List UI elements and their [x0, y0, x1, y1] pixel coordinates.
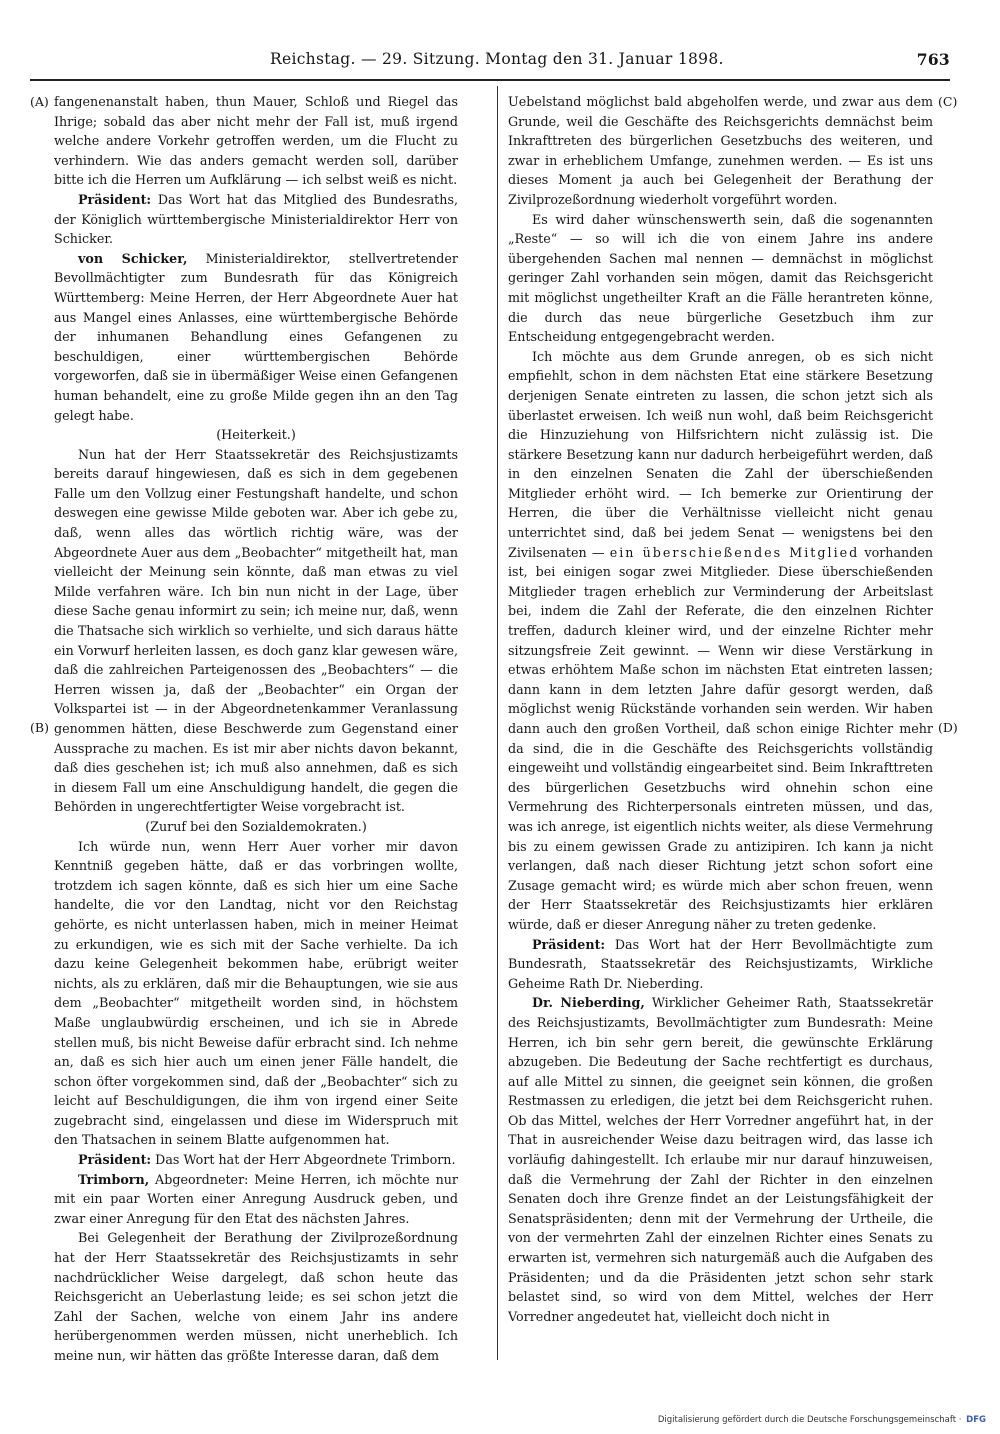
paragraph: Ich würde nun, wenn Herr Auer vorher mir davon Kenntniß gegeben hätte, daß er das vorbringen wollte, trotzdem ich sagen könnte, daß es sich hier um eine Sache handelte, die vor den Landtag, nicht vor den Reichstag gehörte, es nicht unterlassen haben, mich in meiner Heimat zu erkundigen, wie es sich mit der Sache verhielte. Da ich dazu keine Gelegenheit bekommen habe, erübrigt weiter nichts, als zu erklären, daß mir die Behauptungen, wie sie aus dem „Beobachter“ mitgetheilt worden sind, in höchstem Maße unglaubwürdig erscheinen, und ich sie in Abrede stellen muß, bis nicht Beweise dafür erbracht sind. Ich nehme an, daß es sich hier auch um einen jener Fälle handelt, die schon öfter vorgekommen sind, daß der „Beobachter“ sich zu leicht auf Beschuldigungen, die ihm von irgend einer Seite zugebracht sind, eingelassen und diese im Widerspruch mit den Thatsachen in seinem Blatte aufgenommen hat.: [54, 838, 458, 1148]
paragraph-text: vorhanden ist, bei einigen sogar zwei Mitglieder. Diese überschießenden Mitglieder tragen erheblich zur Verminderung der Arbeitslast bei, indem die Zahl der Referate, die den einzelnen Richter treffen, dadurch kleiner wird, und der einzelne Richter mehr sitzungsfreie Zeit gewinnt. — Wenn wir diese Verstärkung in etwas erhöhtem Maße schon im nächsten Etat eintreten lassen; dann kann in dem letzten Jahre dafür gesorgt werden, daß möglichst wenig Rückstände vorhanden sein werden. Wir haben dann auch den großen Vortheil, daß schon einige Richter mehr da sind, die in die Geschäfte des Reichsgerichts vollständig eingeweiht und vollständig eingearbeitet sind. Beim Inkrafttreten des bürgerlichen Gesetzbuchs wird ohnehin schon eine Vermehrung des Richterpersonals eintreten müssen, und das, was ich anrege, ist eigentlich nichts weiter, als diese Vermehrung bis zu einem gewissen Grade zu antizipiren. Ich kann ja nicht verlangen, daß nach dieser Richtung jetzt schon sofort eine Zusage gemacht wird; es würde mich aber schon freuen, wenn der Herr Staatssekretär des Reichsjustizamts hier erklären würde, daß er dieser Anregung näher zu treten gedenke.: [508, 544, 933, 932]
speaker-name: Präsident:: [78, 191, 152, 207]
paragraph: [508, 347, 933, 935]
speaker-name: Dr. Nieberding,: [532, 995, 645, 1011]
margin-marker-d: (D): [938, 720, 958, 735]
speaker-name: Präsident:: [78, 1152, 152, 1168]
speaker-name: Trimborn,: [78, 1171, 150, 1187]
speech-text: Wirklicher Geheimer Rath, Staatssekretär des Reichsjustizamts, Bevollmächtigter zum Bundesrath: Meine Herren, ich bin sehr gern bereit, die gewünschte Erklärung abzugeben. Die Bedeutung der Sache rechtfertigt es durchaus, auf alle Mittel zu sinnen, die geeignet sein können, die großen Restmassen zu erledigen, die jetzt bei dem Reichsgericht ruhen. Ob das Mittel, welches der Herr Vorredner angeführt hat, in der That in ausreichender Weise dazu beitragen wird, das lasse ich vorläufig dahingestellt. Ich erlaube mir nur darauf hinzuweisen, daß die Vermehrung der Zahl der Richter in den einzelnen Senaten doch ihre Grenze findet an der Leistungsfähigkeit der Senatspräsidenten; denn mit der Vermehrung der Urtheile, die von der vermehrten Zahl der einzelnen Richter eines Senats zu erwarten ist, vermehren sich naturgemäß auch die Aufgaben des Präsidenten; und da die Präsidenten jetzt schon sehr stark belastet sind, so wird von dem Mittel, welches der Herr Vorredner angedeutet hat, vielleicht doch nicht in: [508, 995, 933, 1324]
interjection: (Heiterkeit.): [216, 427, 296, 443]
speech-paragraph: [508, 993, 933, 1326]
speech-text: Das Wort hat der Herr Bevollmächtigte zum Bundesrath, Staatssekretär des Reichsjustizamts, Wirkliche Geheime Rath Dr. Nieberding.: [508, 936, 933, 991]
paragraph: Uebelstand möglichst bald abgeholfen werde, und zwar aus dem Grunde, weil die Geschäfte des Reichsgerichts demnächst beim Inkrafttreten des bürgerlichen Gesetzbuchs des weiteren, und zwar in erheblichem Umfange, zunehmen werden. — Es ist uns dieses Moment ja auch bei Gelegenheit der Berathung der Zivilprozeßordnung wiederholt vorgeführt worden.: [508, 94, 933, 207]
running-header: [30, 48, 950, 74]
column-divider: [497, 86, 498, 1360]
spaced-emphasis: ein überschießendes Mitglied: [609, 544, 860, 560]
speech-paragraph: [54, 1150, 458, 1170]
page-number: 763: [916, 50, 950, 69]
speech-paragraph: [54, 1170, 458, 1229]
paragraph: Es wird daher wünschenswerth sein, daß die sogenannten „Reste“ — so will ich die von einem Jahre ins andere übergehenden Sachen mal nennen — demnächst in möglichst geringer Zahl vorhanden sein mögen, damit das Reichsgericht mit möglichst ungetheilter Kraft an die Fälle herantreten könne, die durch das neue bürgerliche Gesetzbuch ihm zur Entscheidung entgegengebracht werden.: [508, 211, 933, 345]
margin-marker-c: (C): [938, 94, 958, 109]
margin-marker-a: (A): [30, 94, 49, 109]
dfg-logo-icon: DFG: [966, 1415, 986, 1425]
speech-paragraph: [54, 249, 458, 425]
speaker-name: von Schicker,: [78, 250, 188, 266]
header-rule: [30, 79, 950, 81]
footer-text: Digitalisierung gefördert durch die Deutsche Forschungsgemeinschaft ·: [657, 1415, 962, 1425]
digitization-credit: [658, 1415, 986, 1425]
speech-paragraph: [54, 190, 458, 249]
right-column: [508, 92, 933, 1362]
margin-marker-b: (B): [30, 720, 49, 735]
paragraph: Bei Gelegenheit der Berathung der Zivilprozeßordnung hat der Herr Staatssekretär des Reichsjustizamts in sehr nachdrücklicher Weise dargelegt, daß schon heute das Reichsgericht an Ueberlastung leide; es sei schon jetzt die Zahl der Sachen, welche von einem Jahr ins andere herübergenommen werden müssen, nicht unerheblich. Ich meine nun, wir hätten das größte Interesse daran, daß dem: [54, 1230, 458, 1362]
paragraph-text: Ich möchte aus dem Grunde anregen, ob es sich nicht empfiehlt, schon in dem nächsten Etat eine stärkere Besetzung derjenigen Senate eintreten zu lassen, die schon jetzt sich als überlastet erweisen. Ich weiß nun wohl, daß beim Reichsgericht die Hinzuziehung von Hilfsrichtern nicht zulässig ist. Die stärkere Besetzung kann nur dadurch herbeigeführt werden, daß in den einzelnen Senaten die Zahl der überschießenden Mitglieder erhöht wird. — Ich bemerke zur Orientirung der Herren, die über die Verhältnisse vielleicht nicht genau unterrichtet sind, daß bei jedem Senat — wenigstens bei den Zivilsenaten —: [508, 348, 933, 560]
speaker-name: Präsident:: [532, 936, 606, 952]
left-column: [54, 92, 458, 1362]
speech-text: Das Wort hat der Herr Abgeordnete Trimborn.: [151, 1152, 456, 1168]
speech-text: Das Wort hat das Mitglied des Bundesraths, der Königlich württembergische Ministerialdirektor Herr von Schicker.: [54, 191, 458, 247]
interjection: (Zuruf bei den Sozialdemokraten.): [145, 818, 367, 834]
speech-text: Ministerialdirektor, stellvertretender Bevollmächtigter zum Bundesrath für das Königreich Württemberg: Meine Herren, der Herr Abgeordnete Auer hat aus Mangel eines Anlasses, eine württembergische Behörde der inhumanen Behandlung eines Gefangenen zu beschuldigen, einer württembergischen Behörde vorgeworfen, daß sie in übermäßiger Weise einen Gefangenen human behandelt, eine zu große Milde gegen ihn an den Tag gelegt habe.: [54, 250, 458, 423]
speech-text: Abgeordneter: Meine Herren, ich möchte nur mit ein paar Worten einer Anregung Ausdruck geben, und zwar einer Anregung für den Etat des nächsten Jahres.: [54, 1171, 458, 1226]
header-title: Reichstag. — 29. Sitzung. Montag den 31. Januar 1898.: [270, 50, 724, 68]
paragraph: Nun hat der Herr Staatssekretär des Reichsjustizamts bereits darauf hingewiesen, daß es sich in dem gegebenen Falle um den Vollzug einer Festungshaft handelte, und schon deswegen eine gewisse Milde geboten war. Aber ich gebe zu, daß, wenn alles das wörtlich richtig wäre, was der Abgeordnete Auer aus dem „Beobachter“ mitgetheilt hat, man vielleicht der Meinung sein könnte, daß man etwas zu viel Milde verfahren wäre. Ich bin nun nicht in der Lage, über diese Sache genau informirt zu sein; ich meine nur, daß, wenn die Thatsache sich wirklich so verhielte, und sich daraus hätte ein Vorwurf herleiten lassen, es doch ganz klar gewesen wäre, daß die zahlreichen Parteigenossen des „Beobachters“ — die Herren wissen ja, daß der „Beobachter“ ein Organ der Volkspartei ist — in der Abgeordnetenkammer Veranlassung genommen hätten, diese Beschwerde zum Gegenstand einer Aussprache zu machen. Es ist mir aber nichts davon bekannt, daß dies geschehen ist; ich muß also annehmen, daß es sich in diesem Fall um eine Anschuldigung handelt, die gegen die Behörden in ungerechtfertigter Weise vorgebracht ist.: [54, 446, 458, 815]
speech-paragraph: [508, 935, 933, 994]
paragraph: fangenenanstalt haben, thun Mauer, Schloß und Riegel das Ihrige; sobald das aber nicht mehr der Fall ist, muß irgend welche andere Vorkehr getroffen werden, um die Flucht zu verhindern. Wie das anders gemacht werden soll, darüber bitte ich die Herren um Aufklärung — ich selbst weiß es nicht.: [54, 94, 458, 188]
